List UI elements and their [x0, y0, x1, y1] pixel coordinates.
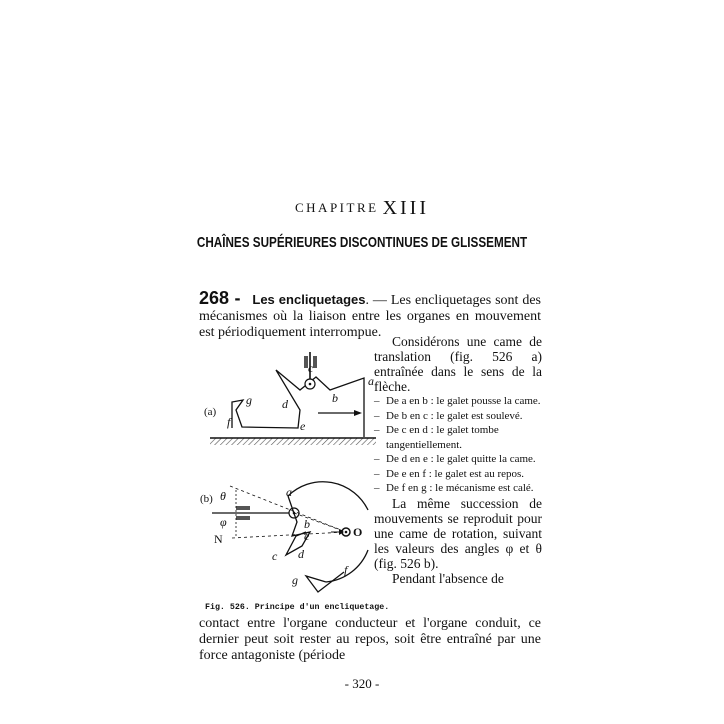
list-item-text: De e en f : le galet est au repos. [386, 467, 525, 480]
section-number: 268 - [199, 288, 241, 308]
list-item [374, 481, 542, 496]
label-g: g [246, 393, 252, 407]
label-phi: φ [220, 515, 227, 529]
label-e: e [300, 419, 306, 433]
label-fig-b: (b) [200, 493, 213, 505]
chapter-heading [0, 198, 724, 220]
label-b-d: d [298, 547, 304, 561]
figure-526b [200, 482, 368, 592]
list-item-text: De d en e : le galet quitte la came. [386, 453, 536, 465]
label-f: f [227, 415, 231, 429]
list-dash: – [374, 453, 380, 465]
list-dash: – [374, 467, 380, 480]
chapter-number: XIII [382, 197, 429, 219]
label-b-b: b [304, 517, 310, 531]
page-number: - 320 - [344, 676, 380, 691]
label-b-f: f [344, 563, 348, 577]
list-dash: – [374, 409, 380, 422]
motion-arrow-head [354, 410, 362, 416]
label-b-a: a [286, 485, 292, 499]
ground-hatch [210, 438, 376, 445]
right-column [374, 334, 542, 586]
chapter-word: CHAPITRE [295, 200, 379, 215]
label-theta: θ [220, 489, 226, 503]
bottom-paragraph: contact entre l'organe conducteur et l'organe conduit, ce dernier peut soit rester au repos, soit être entraîné par une force antagoniste (période [199, 616, 541, 663]
figure-526a [204, 352, 376, 445]
label-O: O [353, 525, 363, 539]
list-item-text: De a en b : le galet pousse la came. [386, 395, 541, 407]
section-intro-text: . — Les encliquetages sont des mécanismes où la liaison entre les organes en mouvement est périodiquement interrompue. [199, 293, 542, 340]
list-item [374, 452, 542, 467]
list-item-text: De c en d : le galet tombe tangentiellement. [386, 424, 499, 451]
label-a: a [368, 374, 374, 388]
column-para-1: Considérons une came de translation (fig. 526 a) entraînée dans le sens de la flèche. [374, 334, 542, 394]
rod-guide-top [236, 506, 250, 510]
figure-526 [196, 350, 378, 602]
cam-arc-top [288, 482, 368, 510]
column-para-2: La même succession de mouvements se reproduit pour une came de rotation, suivant les valeurs des angles φ et θ (fig. 526 b). [374, 495, 542, 571]
label-b-c: c [272, 549, 278, 563]
list-item [374, 467, 542, 482]
list-item [374, 409, 542, 424]
figure-caption: Fig. 526. Principe d'un encliquetage. [205, 603, 390, 612]
cam-steps-list [374, 394, 542, 496]
label-N: N [214, 532, 223, 546]
dashed-line-2 [232, 532, 346, 538]
list-item-text: De b en c : le galet est soulevé. [386, 409, 523, 422]
label-b-e: e [304, 529, 310, 543]
rotation-center-dot [345, 531, 348, 534]
list-dash: – [374, 482, 380, 494]
roller-center [309, 383, 312, 386]
column-para-3: Pendant l'absence de [392, 570, 504, 586]
list-dash: – [374, 395, 380, 407]
guide-right [313, 356, 317, 368]
list-item [374, 394, 542, 409]
rod-guide-bottom [236, 516, 250, 520]
chapter-title: CHAÎNES SUPÉRIEURES DISCONTINUES DE GLISSEMENT [196, 234, 528, 251]
label-c: c [308, 361, 314, 375]
list-item-text: De f en g : le mécanisme est calé. [386, 482, 534, 494]
label-d: d [282, 397, 288, 411]
section-heading: Les encliquetages [252, 292, 366, 307]
label-b: b [332, 391, 338, 405]
label-fig-a: (a) [204, 406, 217, 418]
list-dash: – [374, 424, 380, 436]
list-item [374, 423, 542, 452]
label-b-g: g [292, 573, 298, 587]
cam-pawl [306, 572, 344, 592]
